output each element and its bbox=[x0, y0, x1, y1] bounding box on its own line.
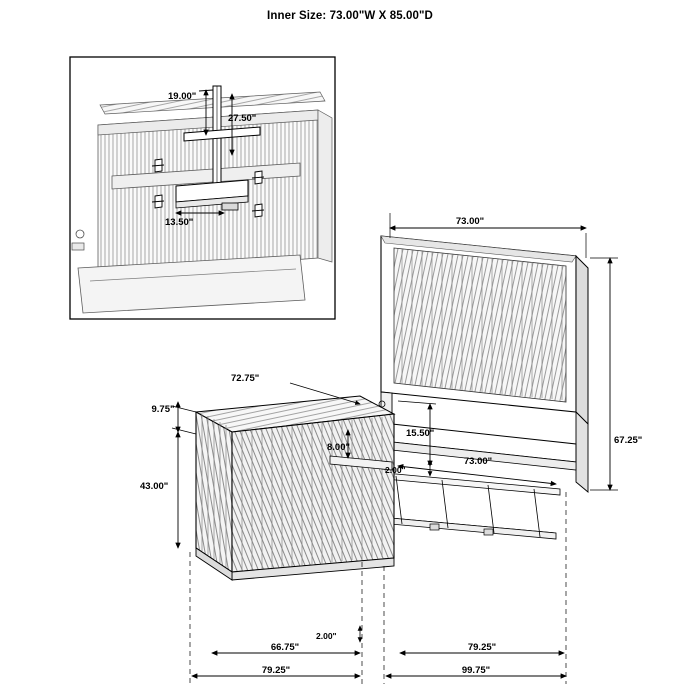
inset-label-19: 19.00" bbox=[168, 91, 197, 102]
label-79-25-left: 79.25" bbox=[261, 665, 291, 676]
dim-79-25-left bbox=[192, 665, 360, 676]
dim-43-00 bbox=[140, 432, 178, 548]
dim-headboard-height bbox=[590, 258, 642, 490]
inset-label-13-5: 13.50" bbox=[165, 217, 194, 228]
dim-66-75 bbox=[212, 642, 360, 653]
label-43-00: 43.00" bbox=[140, 481, 169, 492]
label-15-50: 15.50" bbox=[406, 428, 435, 439]
inset-detail-box bbox=[70, 57, 335, 319]
label-9-75: 9.75" bbox=[151, 404, 175, 415]
label-headboard-height: 67.25" bbox=[614, 435, 643, 446]
label-72-75: 72.75" bbox=[231, 373, 260, 384]
label-79-25-right: 79.25" bbox=[467, 642, 497, 653]
label-headboard-width: 73.00" bbox=[455, 216, 485, 227]
inset-label-27-5: 27.50" bbox=[228, 113, 257, 124]
label-99-75: 99.75" bbox=[461, 665, 491, 676]
label-66-75: 66.75" bbox=[270, 642, 300, 653]
label-8-00: 8.00" bbox=[327, 442, 350, 453]
dim-79-25-right bbox=[400, 642, 564, 653]
footboard bbox=[196, 396, 394, 580]
dim-99-75 bbox=[386, 665, 566, 676]
page-title: Inner Size: 73.00"W X 85.00"D bbox=[267, 10, 433, 22]
dim-9-75 bbox=[152, 402, 197, 434]
label-2-00-headboard: 2.00" bbox=[385, 465, 406, 475]
dim-2-00-footboard bbox=[316, 626, 360, 642]
label-2-00-footboard: 2.00" bbox=[316, 631, 337, 641]
label-inner-width: 73.00" bbox=[463, 456, 493, 467]
